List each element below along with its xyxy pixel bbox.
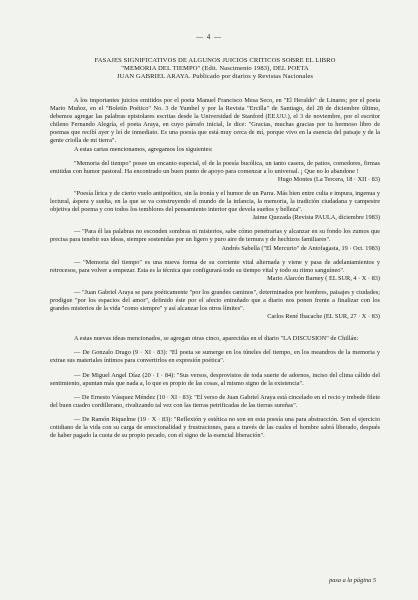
quote-block [50, 160, 380, 184]
quote-source: Mario Alarcón Barney ( EL SUR, 4 · X · 83) [267, 274, 380, 282]
quote-text: — "Juan Gabriel Araya se para poéticamente "por los grandes caminos", determinados por hombres, paisajes y ciudades; prodigue "por los espacios del amor", definido éste por el afecto entrañado que a diario nos ponen frente a finalizar con los grandes misterios de la vida "como siempre" y así alcanzar los otros límites". [50, 288, 380, 313]
quote-source: Andrés Sabella ("El Mercurio" de Antofagasta, 19 · Oct. 1983) [221, 244, 380, 252]
quote-source: Hugo Montes (La Tercera, 18 · XII · 83) [277, 175, 380, 183]
diario-intro: A estas nuevas ideas mencionados, se agregan otras cinco, aparecidas en el diario "LA DISCUSION" de Chillán: [74, 335, 359, 343]
continuation-note: pasa a la página 5 [329, 577, 376, 584]
intro-lead: A estas cartas mencionamos, agregamos los siguientes: [74, 145, 213, 153]
quote-source: Jaime Quezada (Revista PAULA, diciembre 1983) [252, 214, 380, 222]
diario-quote: — De Gonzalo Drago (9 · XI · 83): "El poeta se sumerge en los túneles del tiempo, en los meandros de la memoria y extrae sus materiales íntimos para convertirlos en expresión poética". [50, 349, 380, 365]
diario-quote: — De Ernesto Vásquez Méndez (10 · XI · 83): "El verso de Juan Gabriel Araya está cincelado en el recio y trebede filete del buen cuadro cordillerano, rivalizando tal vez con las tierras petrificadas de las tierras sureñas". [50, 393, 380, 409]
diario-quote: — De Ramón Riquelme (19 · X · 83): "Reflexión y estética no son en esta poesía una para abstracción. Son el ejercicio cotidiano de la vida con su carga de emocionalidad y frustraciones, para a través de las cuales el hombre sabrá liberado, después de haber pagado la cuota de su propio pecado, con el signo de la esencial liberación". [50, 415, 380, 440]
document-body [50, 97, 380, 440]
quote-text: "Poesía lírica y de cierto vuelo antipoético, sin la ironía y el humor de un Parra. Más bien entre culta e impura, ingenua y lectural, áspera y suelta, en la que se va construyendo el mundo de la infancia, la memoria, la tradición ciudadana y campestre objetiva del poema y con todos los temblores del pensamiento interior que devela sueños y belleza". [50, 189, 380, 214]
header-line-1: FASAJES SIGNIFICATIVOS DE ALGUNOS JUICIOS CRITICOS SOBRE EL LIBRO [94, 57, 336, 64]
quote-block [50, 259, 380, 283]
diario-quote: — De Miguel Angel Díaz (20 · I · 84): "Sus versos, desprovistos de toda suerte de adornos, inciso del clima cálido del sentimiento, apuntan más que nada a, lo que es propio de las cosas, al mismo signo de la existencia". [50, 371, 380, 387]
header-line-2: "MEMORIA DEL TIEMPO" (Edit. Nascimento 1983), DEL POETA [121, 65, 309, 73]
quote-block [50, 190, 380, 222]
document-header [50, 57, 380, 82]
page-number: — 4 — [196, 33, 222, 41]
quote-text: — "Para él las palabras no esconden sombras ni misterios, sabe cómo penetrarias y alcanzar en su fondo los zumos que precisa para tenebir sus ideas, siempre sostenidas por un ligero y puro aire de ternura y de hechizos familiares". [50, 228, 380, 244]
quote-source: Carlos René Ibacache (EL SUR, 27 · X · 83) [267, 313, 380, 321]
quote-text: "Memoria del tiempo" posee un encanto especial, el de la poesía bucólica, un tanto casera, de patios, comedores, firmas emitidas con humor pastoral. Ha encontrado un buen punto de apoyo para comenzar a lo universal. ¡ Que no lo abandone ! [50, 159, 380, 175]
intro-paragraph: A los importantes juicios emitidos por el poeta Manuel Francisco Mesa Seco, en "El Heraldo" de Linares; por el poeta Mario Muñoz, en el "Boletín Poético" No. 3 de Yumbel y por la Revista "Ercilla" de Santiago, del 28 de diciembre último, debemos agregar las palabras epistolares escritas desde la Universidad de Stanford (EE.UU.), el 3 de noviembre, por el escritor chileno Fernando Alegría, el poeta Araya, en cuyo párrafo inicial, le dice: "Gracias, muchas gracias por tu hermoso libro de poemas que recibí ayer y leí de inmediato. Es una poesía que está muy cerca de mí, porque vivo en la esencia del paisaje y de la gente criolla de mi tierra". [50, 97, 380, 145]
header-line-3: JUAN GABRIEL ARAYA. Publicado por diarios y Revistas Nacionales [116, 73, 314, 81]
quote-block [50, 289, 380, 321]
quote-text: — "Memoria del tiempo" es una nueva forma de su corriente vital alternada y viene y pasa de adelantamientos y retrocesos, para volver a empezar. Esta es la técnica que configurará todo su tiempo vital y todo su ritmo sanguíneo". [50, 258, 380, 274]
quote-block [50, 228, 380, 252]
